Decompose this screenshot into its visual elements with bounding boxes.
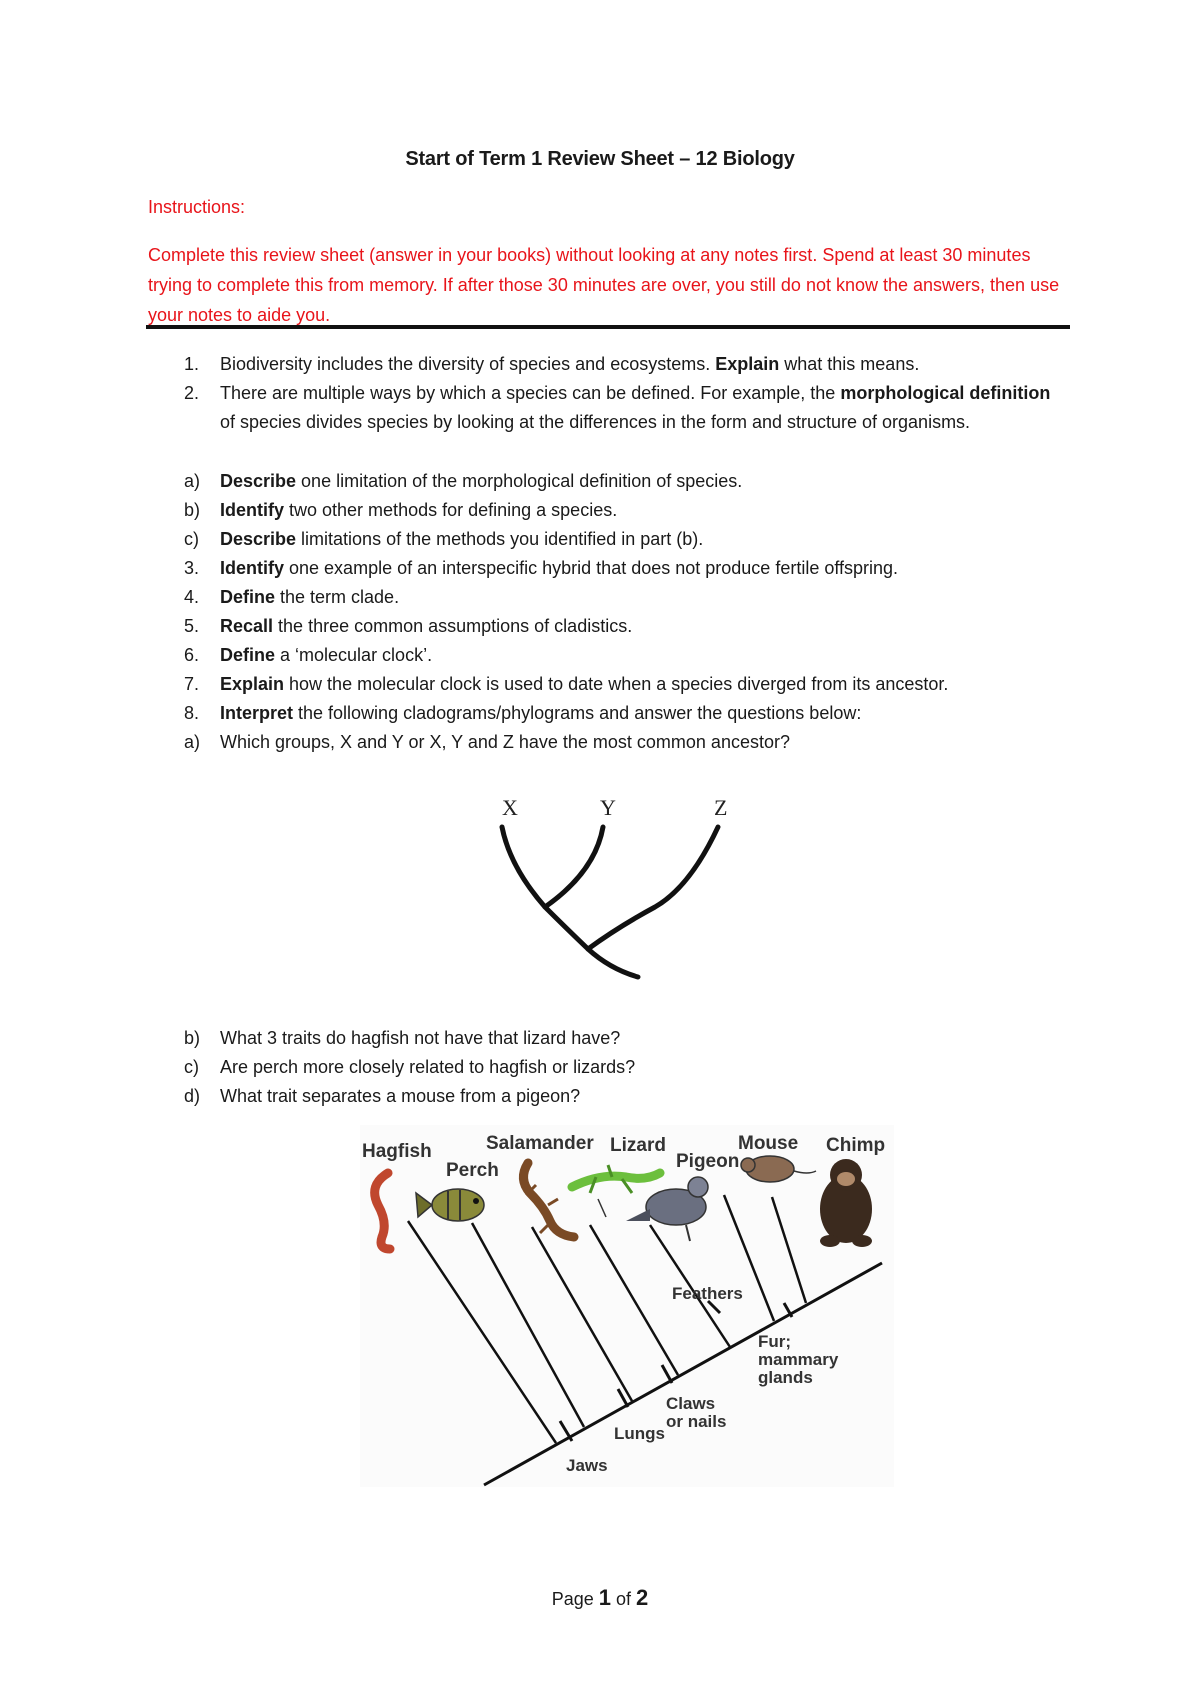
branch-hagfish: [408, 1221, 556, 1443]
chimp-icon: [820, 1159, 872, 1247]
footer-page-total: 2: [636, 1585, 649, 1610]
trait-fur-label-line2: mammary: [758, 1350, 839, 1369]
footer-of-word: of: [616, 1589, 632, 1609]
question-text: Describe one limitation of the morphological definition of species.: [220, 471, 743, 491]
trait-claws-label-line2: or nails: [666, 1412, 727, 1431]
question-marker: 6.: [184, 645, 200, 665]
question-marker: 5.: [184, 616, 200, 636]
question-text: Interpret the following cladograms/phylograms and answer the questions below:: [220, 703, 862, 723]
taxon-z-label: Z: [714, 797, 728, 820]
branch-chimp: [772, 1197, 806, 1303]
taxon-mouse-label: Mouse: [738, 1133, 799, 1154]
page-title: Start of Term 1 Review Sheet – 12 Biology: [405, 148, 795, 170]
salamander-icon: [523, 1163, 574, 1237]
branch-y: [545, 827, 603, 907]
perch-icon: [416, 1189, 484, 1221]
question-text: Recall the three common assumptions of cladistics.: [220, 616, 633, 636]
question-marker: a): [184, 471, 201, 491]
branch-z: [588, 827, 718, 949]
question-marker: c): [184, 1057, 199, 1077]
taxon-x-label: X: [502, 797, 518, 820]
trait-jaws-label: Jaws: [566, 1456, 608, 1475]
branch-salamander: [532, 1227, 632, 1401]
question-marker: a): [184, 732, 201, 752]
page-footer: [0, 1585, 1200, 1611]
question-text: Identify two other methods for defining a species.: [220, 500, 618, 520]
branch-perch: [472, 1223, 584, 1427]
hagfish-icon: [375, 1173, 390, 1249]
question-text: There are multiple ways by which a species can be defined. For example, the morphological definition of species divides species by looking at the differences in the form and structure of organisms.: [220, 383, 1051, 432]
trait-claws-label-line1: Claws: [666, 1394, 716, 1413]
taxon-hagfish-label: Hagfish: [362, 1141, 432, 1162]
trait-lungs-label: Lungs: [614, 1424, 665, 1443]
pigeon-icon: [626, 1177, 708, 1241]
trait-fur-label-line3: glands: [758, 1368, 813, 1387]
question-text: Define the term clade.: [220, 587, 400, 607]
taxon-lizard-label: Lizard: [610, 1135, 666, 1156]
footer-page-word: Page: [551, 1589, 594, 1609]
question-marker: b): [184, 500, 201, 520]
question-marker: 8.: [184, 703, 200, 723]
question-marker: b): [184, 1028, 201, 1048]
taxon-pigeon-label: Pigeon: [676, 1151, 740, 1172]
instructions-text: Complete this review sheet (answer in your books) without looking at any notes first. Spend at least 30 minutes trying to complete this from memory. If after those 30 minutes are over, you still do not know the answers, then use your notes to aide you.: [148, 245, 1060, 325]
trait-tick-claws: [662, 1365, 672, 1383]
question-text: Identify one example of an interspecific hybrid that does not produce fertile offspring.: [220, 558, 899, 578]
taxon-chimp-label: Chimp: [826, 1135, 886, 1156]
question-text: Define a ‘molecular clock’.: [220, 645, 433, 665]
question-marker: 2.: [184, 383, 200, 403]
section-divider: [146, 325, 1070, 329]
vertebrate-cladogram: [360, 1125, 894, 1487]
question-text: What trait separates a mouse from a pigeon?: [220, 1086, 581, 1106]
footer-page-number: 1: [598, 1585, 611, 1610]
instructions-label: Instructions:: [148, 197, 246, 217]
question-marker: 4.: [184, 587, 200, 607]
question-marker: 1.: [184, 354, 200, 374]
question-text: Are perch more closely related to hagfish or lizards?: [220, 1057, 636, 1077]
question-text: Describe limitations of the methods you identified in part (b).: [220, 529, 704, 549]
xyz-cladogram: [490, 797, 750, 987]
taxon-perch-label: Perch: [446, 1160, 499, 1181]
question-text: Which groups, X and Y or X, Y and Z have the most common ancestor?: [220, 732, 790, 752]
question-text: What 3 traits do hagfish not have that lizard have?: [220, 1028, 621, 1048]
taxon-y-label: Y: [600, 797, 616, 820]
question-marker: 7.: [184, 674, 200, 694]
branch-x: [502, 827, 638, 977]
trait-feathers-label: Feathers: [672, 1284, 743, 1303]
question-marker: d): [184, 1086, 201, 1106]
question-text: Explain how the molecular clock is used to date when a species diverged from its ancestor.: [220, 674, 949, 694]
taxon-salamander-label: Salamander: [486, 1133, 594, 1154]
trait-fur-label-line1: Fur;: [758, 1332, 792, 1351]
question-marker: 3.: [184, 558, 200, 578]
mouse-icon: [741, 1156, 816, 1182]
question-marker: c): [184, 529, 199, 549]
question-text: Biodiversity includes the diversity of species and ecosystems. Explain what this means.: [220, 354, 920, 374]
